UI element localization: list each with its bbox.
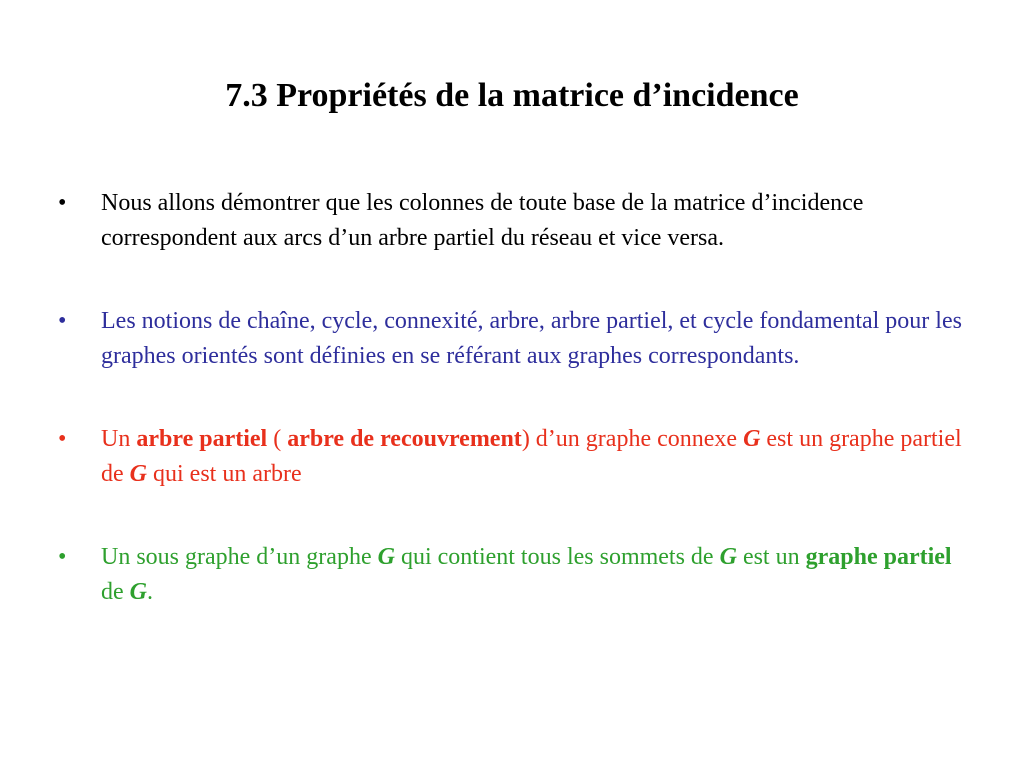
text-run: Un sous graphe d’un graphe [101,544,378,570]
text-run: . [147,579,153,605]
text-run: qui est un arbre [147,461,302,487]
text-run: arbre de recouvrement [287,426,522,452]
bullet-dot: • [58,544,67,570]
text-run: graphe partiel [805,544,952,570]
text-run: est un [736,544,806,570]
bullet-item [58,304,968,374]
text-run: de [101,579,130,605]
text-run: G [743,426,761,452]
text-run: G [377,544,395,570]
bullet-text [101,544,952,605]
text-run: arbre partiel [136,426,268,452]
text-run: qui contient tous les sommets de [394,544,720,570]
bullet-text [101,426,962,487]
text-run: Nous allons démontrer que les colonnes de toute base de la matrice d’incidence correspondent aux arcs d’un arbre partiel du réseau et vice versa. [101,190,864,251]
bullet-item [58,186,968,256]
text-run: G [129,461,147,487]
text-run: ) d’un graphe connexe [521,426,744,452]
text-run: Un [101,426,137,452]
bullet-dot: • [58,308,67,334]
bullet-list [58,186,968,610]
text-run: G [719,544,737,570]
bullet-dot: • [58,426,67,452]
text-run: G [129,579,147,605]
slide-title: 7.3 Propriétés de la matrice d’incidence [225,77,799,114]
text-run: Les notions de chaîne, cycle, connexité, arbre, arbre partiel, et cycle fondamental pour les graphes orientés sont définies en se référant aux graphes correspondants. [101,308,962,369]
bullet-item [58,540,968,610]
text-run: ( [267,426,288,452]
bullet-text [101,190,863,251]
text-run: est un graphe partiel de [101,426,962,487]
bullet-text [101,308,962,369]
bullet-dot: • [58,190,67,216]
bullet-item [58,422,968,492]
